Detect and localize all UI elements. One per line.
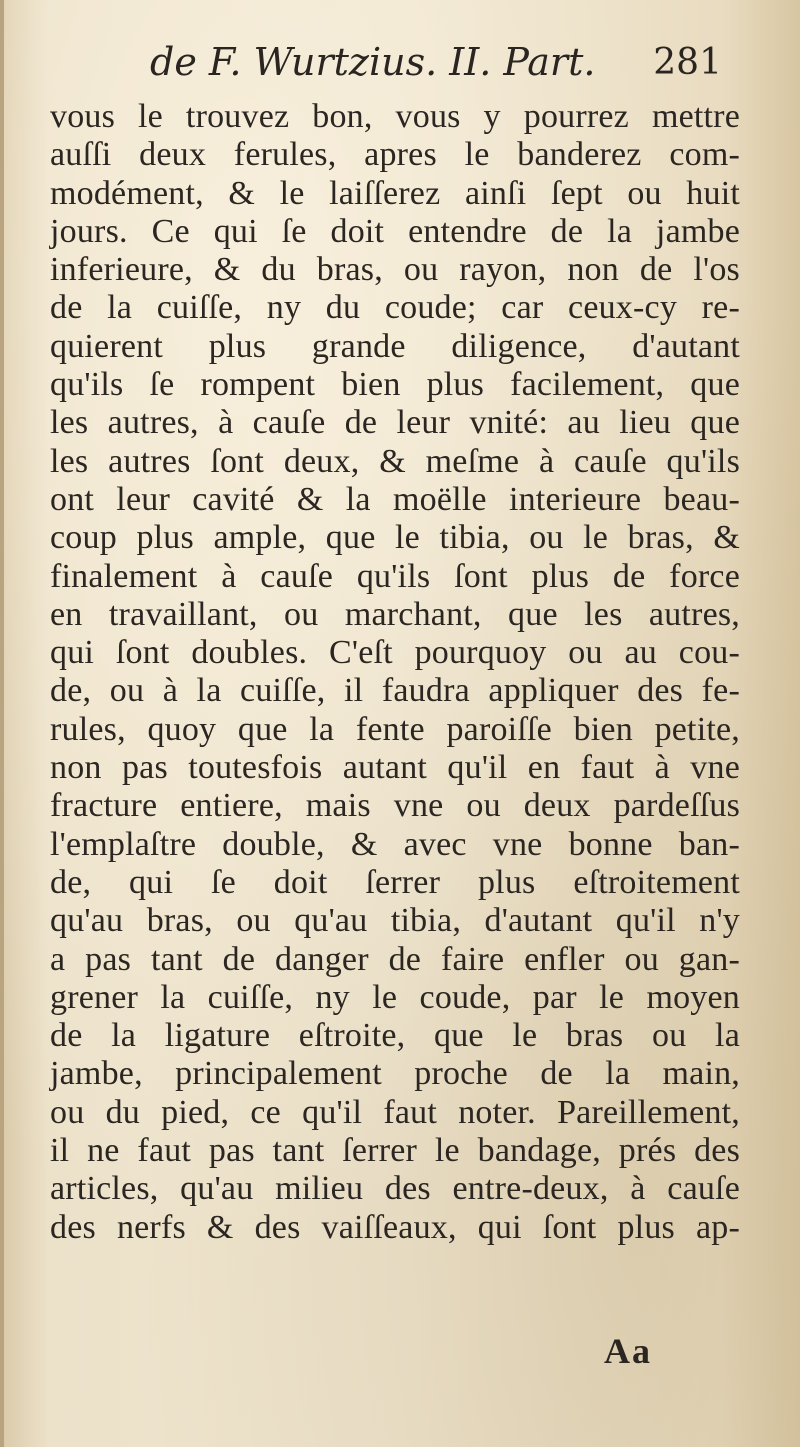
text-line: des nerfs & des vaiſſeaux, qui ſont plus ap- xyxy=(50,1208,740,1246)
text-line: vous le trouvez bon, vous y pourrez mettre xyxy=(50,98,740,135)
text-line: modément, & le laiſſerez ainſi ſept ou huit xyxy=(50,174,740,212)
page-edge xyxy=(0,0,4,1447)
text-line: quierent plus grande diligence, d'autant xyxy=(50,327,740,365)
text-line: grener la cuiſſe, ny le coude, par le moyen xyxy=(50,978,740,1016)
catchword: Aa xyxy=(604,1331,652,1371)
text-line: de la cuiſſe, ny du coude; car ceux-cy re- xyxy=(50,289,740,327)
text-line: inferieure, & du bras, ou rayon, non de l'os xyxy=(50,251,740,289)
text-line: les autres ſont deux, & meſme à cauſe qu'ils xyxy=(50,442,740,480)
text-line: qu'au bras, ou qu'au tibia, d'autant qu'il n'y xyxy=(50,902,740,940)
text-line: les autres, à cauſe de leur vnité: au lieu que xyxy=(50,404,740,442)
text-line: qu'ils ſe rompent bien plus facilement, que xyxy=(50,366,740,404)
text-line: ou du pied, ce qu'il faut noter. Pareillement, xyxy=(50,1093,740,1131)
text-line: rules, quoy que la fente paroiſſe bien petite, xyxy=(50,710,740,748)
text-line: de, ou à la cuiſſe, il faudra appliquer des fe- xyxy=(50,672,740,710)
text-line: en travaillant, ou marchant, que les autres, xyxy=(50,595,740,633)
text-line: auſſi deux ferules, apres le banderez com- xyxy=(50,136,740,174)
body-text xyxy=(50,98,740,1247)
page-header xyxy=(150,40,750,90)
text-line: l'emplaſtre double, & avec vne bonne ban- xyxy=(50,825,740,863)
text-line: non pas toutesfois autant qu'il en faut à vne xyxy=(50,749,740,787)
text-line: jours. Ce qui ſe doit entendre de la jambe xyxy=(50,212,740,250)
text-line: de la ligature eſtroite, que le bras ou la xyxy=(50,1017,740,1055)
running-title: de F. Wurtzius. II. Part. xyxy=(150,40,596,84)
text-line: articles, qu'au milieu des entre-deux, à cauſe xyxy=(50,1170,740,1208)
text-line: il ne faut pas tant ſerrer le bandage, prés des xyxy=(50,1132,740,1170)
text-line: finalement à cauſe qu'ils ſont plus de force xyxy=(50,557,740,595)
text-line: qui ſont doubles. C'eſt pourquoy ou au cou- xyxy=(50,634,740,672)
text-line: jambe, principalement proche de la main, xyxy=(50,1055,740,1093)
text-line: coup plus ample, que le tibia, ou le bras, & xyxy=(50,519,740,557)
text-line: ont leur cavité & la moëlle interieure beau- xyxy=(50,480,740,518)
text-line: fracture entiere, mais vne ou deux pardeſſus xyxy=(50,787,740,825)
page-number: 281 xyxy=(653,42,722,83)
text-line: de, qui ſe doit ſerrer plus eſtroitement xyxy=(50,863,740,901)
text-line: a pas tant de danger de faire enfler ou gan- xyxy=(50,940,740,978)
